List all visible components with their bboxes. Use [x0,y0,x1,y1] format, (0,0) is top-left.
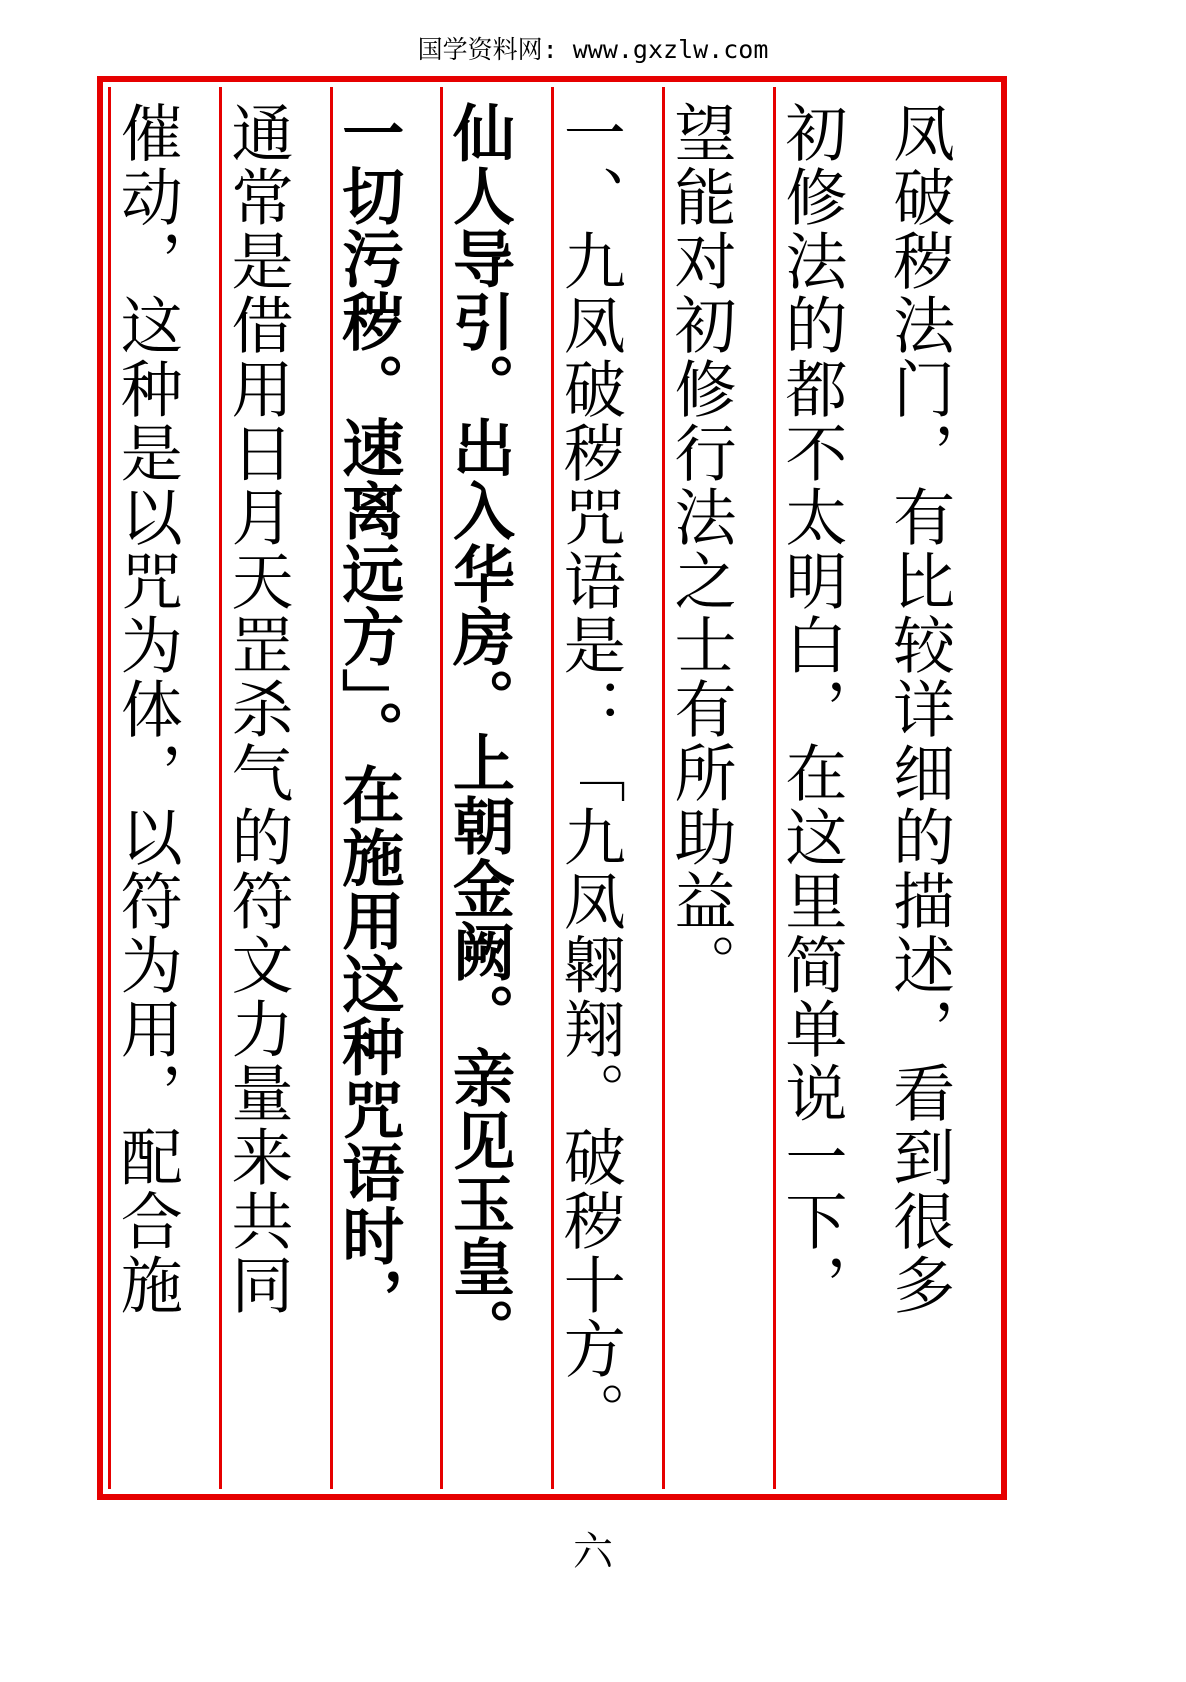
page-number: 六 [573,1529,613,1575]
column-text: 初修法的都不太明白，在这里简单说一下， [774,101,848,1317]
site-watermark: 国学资料网: www.gxzlw.com [417,35,769,64]
text-column-1 [883,87,996,1489]
text-column-8 [108,87,219,1489]
column-text: 望能对初修行法之士有所助益。 [664,101,738,997]
text-column-7 [219,87,330,1489]
column-text: 一、九凤破秽咒语是：「九凤翺翔。破秽十方。 [553,101,627,1445]
text-column-2 [773,87,884,1489]
text-column-4 [551,87,662,1489]
column-text: 一切污秽。速离远方」。在施用这种咒语时， [331,101,405,1330]
text-frame [97,76,1007,1500]
column-text: 凤破秽法门，有比较详细的描述，看到很多 [882,101,956,1317]
vertical-columns-container [108,87,996,1489]
text-column-3 [662,87,773,1489]
text-column-6 [330,87,441,1489]
text-column-5 [440,87,551,1489]
column-text: 催动，这种是以咒为体，以符为用，配合施 [110,101,184,1317]
column-text: 仙人导引。出入华房。上朝金阙。亲见玉皇。 [442,101,516,1361]
column-text: 通常是借用日月天罡杀气的符文力量来共同 [220,101,294,1317]
